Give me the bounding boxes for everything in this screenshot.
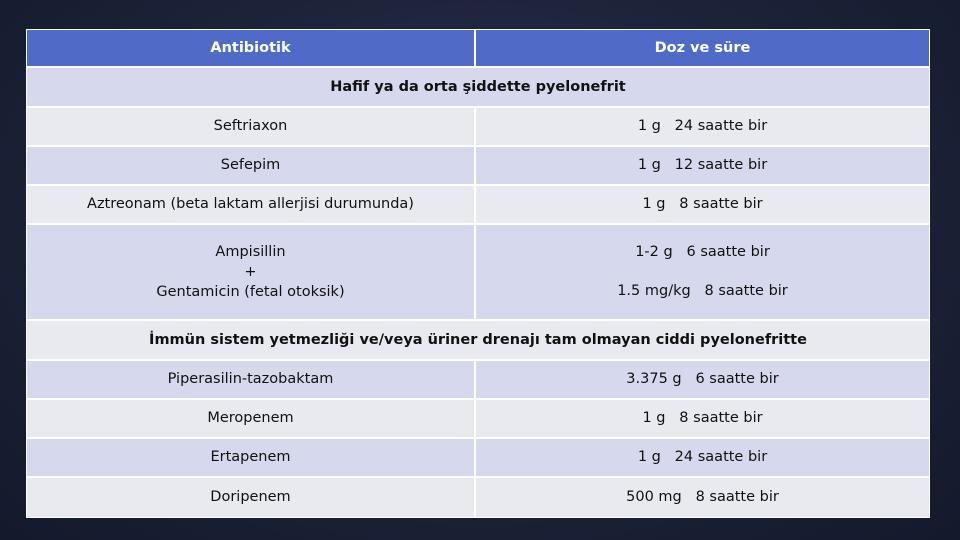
drug-combination [27, 225, 476, 319]
table-row [27, 478, 929, 517]
drug-dose-combination [476, 225, 929, 319]
drug-dose: 1 g 12 saatte bir [637, 157, 768, 174]
drug-name: Piperasilin-tazobaktam [27, 361, 476, 398]
drug-dose: 1 g 8 saatte bir [642, 410, 763, 427]
drug-dose: 3.375 g 6 saatte bir [626, 371, 779, 388]
drug-name: Ertapenem [27, 439, 476, 476]
drug-name: Sefepim [27, 147, 476, 184]
drug-name: Doripenem [27, 478, 476, 517]
header-dose-duration: Doz ve süre [654, 39, 751, 56]
drug-name: Meropenem [27, 400, 476, 437]
section-title-row [27, 321, 929, 361]
section-title-severe: İmmün sistem yetmezliği ve/veya üriner drenajı tam olmayan ciddi pyelonefritte [149, 331, 807, 348]
drug-dose: 1 g 24 saatte bir [637, 118, 768, 135]
table-header-row [27, 30, 929, 68]
section-title-row [27, 68, 929, 108]
table-row [27, 439, 929, 478]
drug-name-line: Ampisillin [215, 243, 286, 260]
table-row-combination [27, 225, 929, 321]
drug-name: Seftriaxon [27, 108, 476, 145]
drug-plus-sign: + [244, 263, 257, 280]
drug-dose: 1 g 24 saatte bir [637, 449, 768, 466]
drug-name-line: Gentamicin (fetal otoksik) [156, 284, 345, 301]
drug-dose-line: 1.5 mg/kg 8 saatte bir [617, 283, 788, 300]
table-row [27, 186, 929, 225]
drug-dose: 1 g 8 saatte bir [642, 196, 763, 213]
table-row [27, 108, 929, 147]
header-antibiotic: Antibiotik [27, 30, 476, 66]
drug-dose: 500 mg 8 saatte bir [626, 489, 779, 506]
table-row [27, 147, 929, 186]
drug-name: Aztreonam (beta laktam allerjisi durumunda) [27, 186, 476, 223]
antibiotic-dosing-table [26, 29, 930, 518]
table-row [27, 400, 929, 439]
drug-dose-line: 1-2 g 6 saatte bir [635, 244, 770, 261]
section-title-mild: Hafif ya da orta şiddette pyelonefrit [330, 78, 626, 95]
table-row [27, 361, 929, 400]
